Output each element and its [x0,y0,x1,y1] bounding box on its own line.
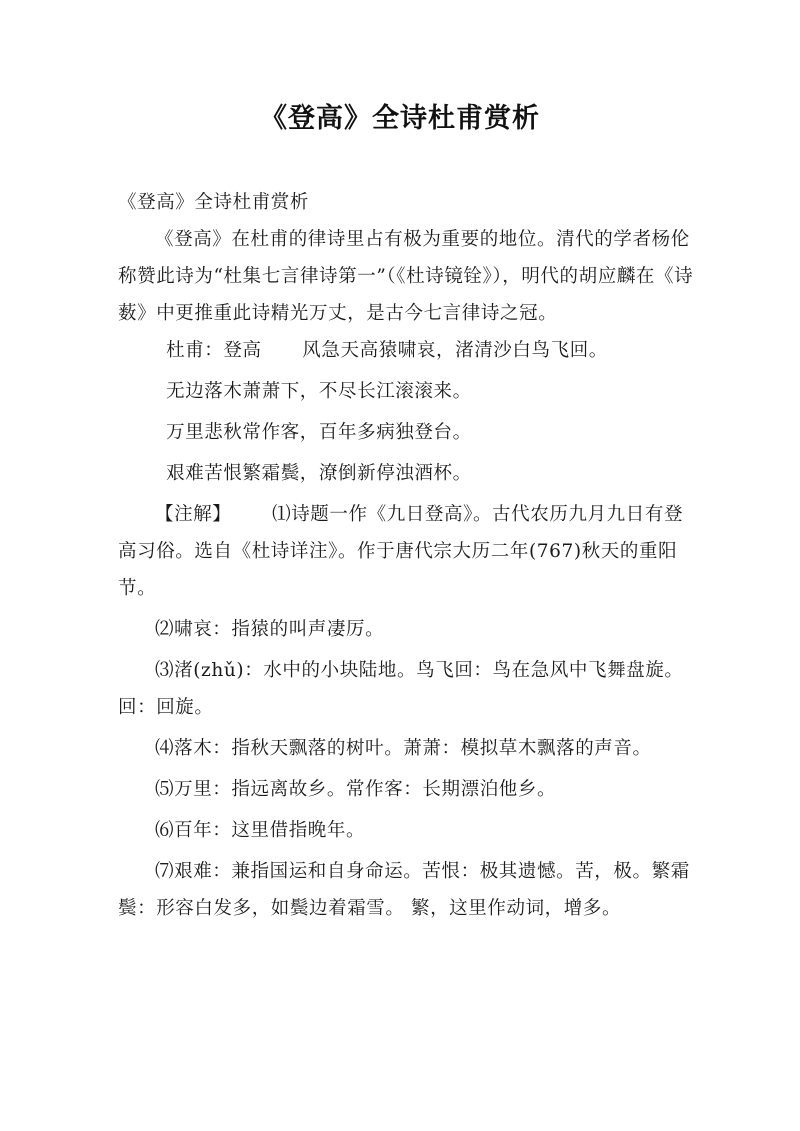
note-6: ⑹百年：这里借指晚年。 [155,820,366,841]
notes-label: 【注解】 [155,504,232,525]
note-3: ⑶渚(zhǔ)：水中的小块陆地。鸟飞回：鸟在急风中飞舞盘旋。回：回旋。 [118,660,684,718]
note-1-text: ⑴诗题一作《九日登高》。古代农历九月九日有登高习俗。选自《杜诗详注》。作于唐代宗大历二年(767)秋天的重阳节。 [118,504,684,599]
poem-author-title: 杜甫：登高 [166,340,262,361]
document-body [118,184,698,927]
page-title: 《登高》全诗杜甫赏析 [260,103,540,134]
poem-line-2: 无边落木萧萧下，不尽长江滚滚来。 [166,381,472,402]
poem-text-line-1: 风急天高猿啸哀，渚清沙白鸟飞回。 [302,340,608,361]
note-7: ⑺艰难：兼指国运和自身命运。苦恨：极其遗憾。苦，极。繁霜鬓：形容白发多，如鬓边着霜雪。 繁，这里作动词，增多。 [118,861,690,919]
note-2: ⑵啸哀：指猿的叫声凄厉。 [155,619,385,640]
poem-line-4: 艰难苦恨繁霜鬓，潦倒新停浊酒杯。 [166,463,472,484]
note-4: ⑷落木：指秋天飘落的树叶。萧萧：模拟草木飘落的声音。 [155,738,652,759]
note-5: ⑸万里：指远离故乡。常作客：长期漂泊他乡。 [155,779,557,800]
intro-paragraph: 《登高》在杜甫的律诗里占有极为重要的地位。清代的学者杨伦称赞此诗为“杜集七言律诗第一”（《杜诗镜铨》），明代的胡应麟在《诗薮》中更推重此诗精光万丈，是古今七言律诗之冠。 [118,229,694,324]
poem-line-1 [118,332,698,369]
note-1 [118,496,698,607]
poem-line-3: 万里悲秋常作客，百年多病独登台。 [166,422,472,443]
subtitle: 《登高》全诗杜甫赏析 [118,192,310,213]
